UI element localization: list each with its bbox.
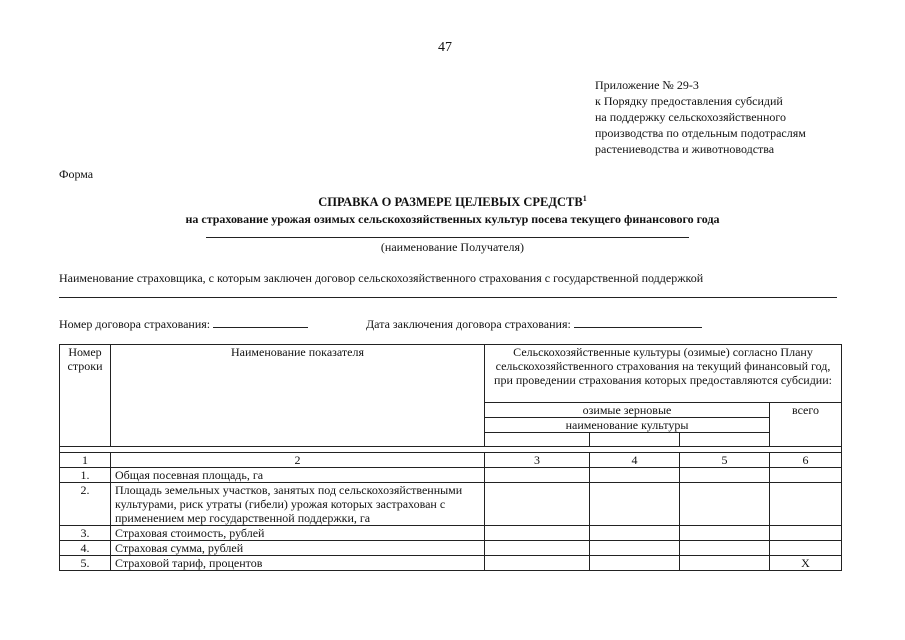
value-cell[interactable] [590, 526, 680, 541]
contract-number-label: Номер договора страхования: [59, 317, 211, 331]
total-cell[interactable] [770, 526, 842, 541]
column-number: 1 [60, 453, 111, 468]
table-row [60, 468, 842, 483]
value-cell[interactable] [590, 468, 680, 483]
contract-number-field [59, 316, 308, 332]
document-title [0, 194, 905, 210]
form-label: Форма [59, 167, 94, 181]
recipient-caption: (наименование Получателя) [380, 240, 525, 254]
value-cell[interactable] [485, 541, 590, 556]
row-number: 2. [60, 483, 111, 526]
value-cell[interactable] [680, 541, 770, 556]
column-number: 4 [590, 453, 680, 468]
header-crop-name: наименование культуры [485, 418, 770, 433]
header-winter-grain: озимые зерновые [485, 403, 770, 418]
title-footnote: 1 [582, 194, 587, 203]
crop-name-cell[interactable] [485, 433, 590, 447]
row-label: Страховая стоимость, рублей [111, 526, 485, 541]
contract-date-field [366, 316, 702, 332]
row-label: Страховая сумма, рублей [111, 541, 485, 556]
appendix-line: на поддержку сельскохозяйственного [595, 110, 787, 124]
column-number: 3 [485, 453, 590, 468]
recipient-input-line[interactable] [206, 237, 689, 238]
column-number: 5 [680, 453, 770, 468]
contract-date-label: Дата заключения договора страхования: [366, 317, 571, 331]
row-number: 1. [60, 468, 111, 483]
row-number: 3. [60, 526, 111, 541]
value-cell[interactable] [485, 468, 590, 483]
column-number: 6 [770, 453, 842, 468]
value-cell[interactable] [590, 556, 680, 571]
row-label: Общая посевная площадь, га [111, 468, 485, 483]
value-cell[interactable] [680, 526, 770, 541]
value-cell[interactable] [680, 556, 770, 571]
value-cell[interactable] [485, 483, 590, 526]
appendix-line: растениеводства и животноводства [595, 142, 775, 156]
appendix-line: к Порядку предоставления субсидий [595, 94, 783, 108]
value-cell[interactable] [485, 556, 590, 571]
document-subtitle: на страхование урожая озимых сельскохозяйственных культур посева текущего финансового года [185, 212, 720, 226]
appendix-line: Приложение № 29-3 [595, 78, 699, 92]
insurer-input-line[interactable] [59, 297, 837, 298]
title-text: СПРАВКА О РАЗМЕРЕ ЦЕЛЕВЫХ СРЕДСТВ [318, 195, 583, 210]
header-total: всего [770, 403, 842, 447]
appendix-line: производства по отдельным подотраслям [595, 126, 806, 140]
value-cell[interactable] [590, 541, 680, 556]
crop-name-cell[interactable] [590, 433, 680, 447]
contract-date-input-line[interactable] [574, 316, 702, 328]
crop-name-cell[interactable] [680, 433, 770, 447]
table-row [60, 483, 842, 526]
row-number: 4. [60, 541, 111, 556]
value-cell[interactable] [590, 483, 680, 526]
header-crops: Сельскохозяйственные культуры (озимые) согласно Плану сельскохозяйственного страхования на текущий финансовый год, при проведении страхования которых предоставляются субсидии: [485, 345, 842, 403]
insurer-label: Наименование страховщика, с которым заключен договор сельскохозяйственного страхования с государственной поддержкой [59, 271, 704, 285]
row-number: 5. [60, 556, 111, 571]
subsidy-table [59, 344, 841, 571]
appendix-block [595, 77, 895, 157]
value-cell[interactable] [680, 483, 770, 526]
header-row-number: Номер строки [60, 345, 111, 447]
column-number: 2 [111, 453, 485, 468]
table-row [60, 556, 842, 571]
table-row [60, 526, 842, 541]
total-cell[interactable] [770, 541, 842, 556]
table-row [60, 541, 842, 556]
total-cell: X [770, 556, 842, 571]
row-label: Площадь земельных участков, занятых под сельскохозяйственными культурами, риск утраты (гибели) урожая которых застрахован с применением мер государственной поддержки, га [111, 483, 485, 526]
total-cell[interactable] [770, 468, 842, 483]
value-cell[interactable] [485, 526, 590, 541]
total-cell[interactable] [770, 483, 842, 526]
value-cell[interactable] [680, 468, 770, 483]
header-indicator: Наименование показателя [111, 345, 485, 447]
contract-number-input-line[interactable] [213, 316, 308, 328]
row-label: Страховой тариф, процентов [111, 556, 485, 571]
page-number: 47 [438, 40, 452, 55]
